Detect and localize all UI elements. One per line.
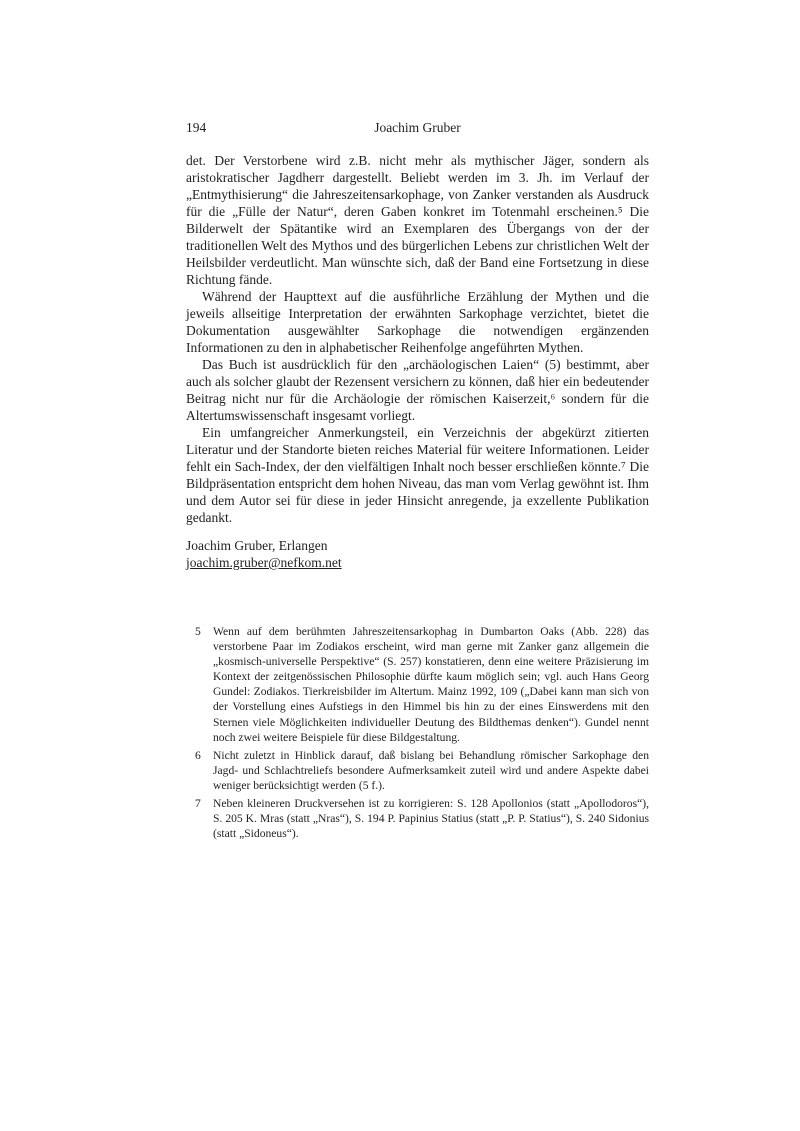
footnote-number: 6: [195, 748, 201, 762]
footnote-5: [186, 624, 649, 745]
footnote-text: Wenn auf dem berühmten Jahreszeitensarkophag in Dumbarton Oaks (Abb. 228) das verstorbene Paar im Zodiakos erscheint, wird man gerne mit Zanker ganz allgemein die „kosmisch-universelle Perspektive“ (S. 257) konstatieren, denn eine weitere Präzisierung im Kontext der zeitgenössischen Philosophie dürfte kaum möglich sein; vgl. auch Hans Georg Gundel: Zodiakos. Tierkreisbilder im Altertum. Mainz 1992, 109 („Dabei kann man sich von der Vorstellung eines Aufstiegs in den Himmel bis hin zu der eines Einswerdens mit den Sternen viele Möglichkeiten individueller Deutung des Bildthemas denken“). Gundel nennt noch zwei weitere Beispiele für diese Bildgestaltung.: [213, 625, 649, 744]
footnote-6: [186, 748, 649, 793]
running-title: Joachim Gruber: [374, 120, 461, 135]
signature-block: [186, 537, 649, 571]
email-link[interactable]: joachim.gruber@nefkom.net: [186, 555, 342, 570]
footnotes-section: [186, 624, 649, 841]
signature-email-line: [186, 554, 649, 571]
footnote-7: [186, 796, 649, 841]
body-paragraph-2: Während der Haupttext auf die ausführliche Erzählung der Mythen und die jeweils allseitige Interpretation der erwähnten Sarkophage verzichtet, bietet die Dokumentation ausgewählter Sarkophage die notwendigen ergänzenden Informationen zu den in alphabetischer Reihenfolge angeführten Mythen.: [186, 289, 649, 355]
body-paragraph-4: Ein umfangreicher Anmerkungsteil, ein Verzeichnis der abgekürzt zitierten Literatur und der Standorte bieten reiches Material für weitere Informationen. Leider fehlt ein Sach-Index, der den vielfältigen Inhalt noch besser erschließen könnte.⁷ Die Bildpräsentation entspricht dem hohen Niveau, das man vom Verlag gewöhnt ist. Ihm und dem Autor sei für diese in jeder Hinsicht anregende, ja exzellente Publikation gedankt.: [186, 425, 649, 525]
footnote-number: 7: [195, 797, 201, 811]
footnote-text: Neben kleineren Druckversehen ist zu korrigieren: S. 128 Apollonios (statt „Apollodoros“), S. 205 K. Mras (statt „Nras“), S. 194 P. Papinius Statius (statt „P. P. Statius“), S. 240 Sidonius (statt „Sidoneus“).: [213, 797, 649, 841]
footnote-number: 5: [195, 625, 201, 638]
text-column: [186, 119, 649, 844]
footnote-text: Nicht zuletzt in Hinblick darauf, daß bislang bei Behandlung römischer Sarkophage den Jagd- und Schlachtreliefs besondere Aufmerksamkeit zuteil wird und andere Aspekte dabei weniger berücksichtigt werden (5 f.).: [213, 748, 649, 792]
body-paragraph-3: Das Buch ist ausdrücklich für den „archäologischen Laien“ (5) bestimmt, aber auch als solcher glaubt der Rezensent versichern zu können, daß hier ein bedeutender Beitrag nicht nur für die Archäologie der römischen Kaiserzeit,⁶ sondern für die Altertumswissenschaft insgesamt vorliegt.: [186, 357, 649, 423]
body-paragraph-1: det. Der Verstorbene wird z.B. nicht mehr als mythischer Jäger, sondern als aristokratischer Jagdherr dargestellt. Beliebt werden im 3. Jh. im Verlauf der „Entmythisierung“ die Jahreszeitensarkophage, von Zanker verstanden als Ausdruck für die „Fülle der Natur“, deren Gaben konkret im Totenmahl erscheinen.⁵ Die Bilderwelt der Spätantike wird an Exemplaren des Übergangs von der der traditionellen Welt des Mythos und des bürgerlichen Lebens zur christlichen Welt der Heilsbilder verdeutlicht. Man wünschte sich, daß der Band eine Fortsetzung in diese Richtung fände.: [186, 153, 649, 287]
page-header: [186, 119, 649, 136]
signature-name: Joachim Gruber, Erlangen: [186, 538, 328, 553]
review-body: [186, 152, 649, 526]
page-number: 194: [186, 120, 207, 135]
